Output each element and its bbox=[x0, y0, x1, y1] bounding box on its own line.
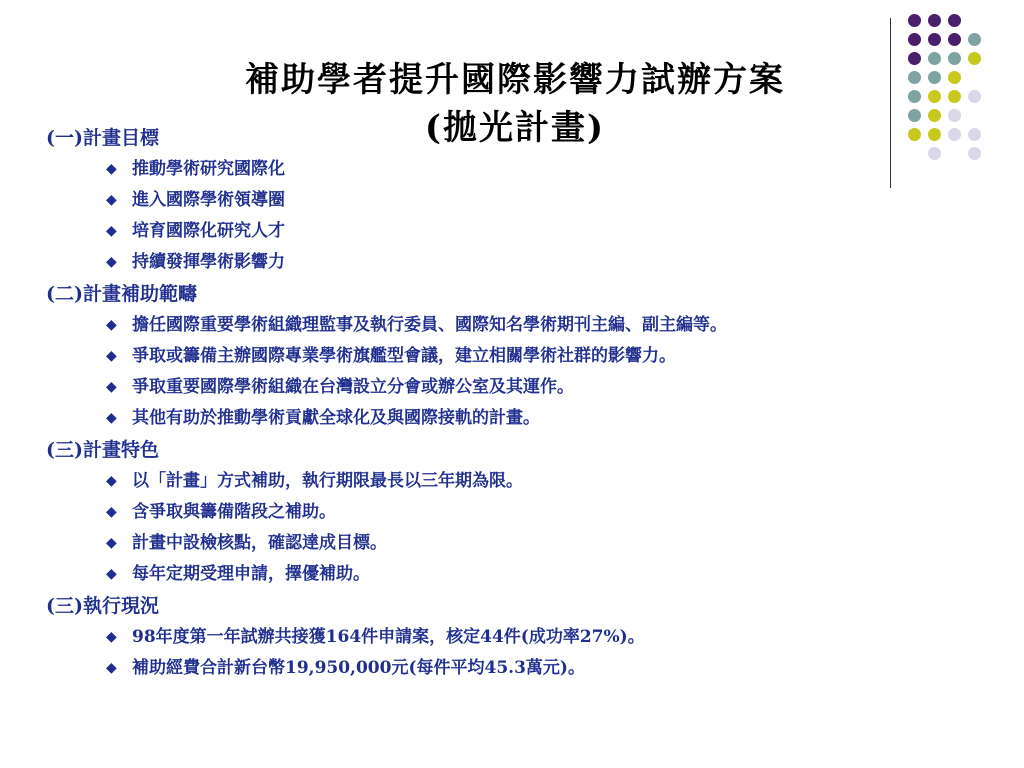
list-item-text: 爭取或籌備主辦國際專業學術旗艦型會議，建立相關學術社群的影響力。 bbox=[132, 346, 676, 366]
list-item-text: 每年定期受理申請，擇優補助。 bbox=[132, 564, 370, 584]
list-item bbox=[46, 154, 996, 185]
list-item-text: 推動學術研究國際化 bbox=[132, 159, 285, 179]
diamond-bullet-icon: ◆ bbox=[106, 192, 117, 208]
decorative-dot bbox=[948, 52, 961, 65]
list-item-text: 其他有助於推動學術貢獻全球化及與國際接軌的計畫。 bbox=[132, 408, 540, 428]
decorative-dot bbox=[968, 90, 981, 103]
slide-body bbox=[46, 122, 996, 684]
decorative-dot bbox=[908, 109, 921, 122]
list-item bbox=[46, 216, 996, 247]
decorative-dot bbox=[948, 33, 961, 46]
list-item-text: 擔任國際重要學術組織理監事及執行委員、國際知名學術期刊主編、副主編等。 bbox=[132, 315, 727, 335]
list-item bbox=[46, 341, 996, 372]
list-item bbox=[46, 528, 996, 559]
list-item bbox=[46, 403, 996, 434]
diamond-bullet-icon: ◆ bbox=[106, 223, 117, 239]
title-line-2: (拋光計畫) bbox=[424, 108, 606, 148]
decorative-dot bbox=[928, 14, 941, 27]
diamond-bullet-icon: ◆ bbox=[106, 535, 117, 551]
decorative-dot bbox=[908, 33, 921, 46]
list-item-text: 含爭取與籌備階段之補助。 bbox=[132, 502, 336, 522]
diamond-bullet-icon: ◆ bbox=[106, 161, 117, 177]
list-item bbox=[46, 466, 996, 497]
list-item-text: 培育國際化研究人才 bbox=[132, 221, 285, 241]
section-heading: (三)計畫特色 bbox=[46, 439, 159, 461]
decorative-dot bbox=[968, 52, 981, 65]
list-item bbox=[46, 653, 996, 684]
diamond-bullet-icon: ◆ bbox=[106, 254, 117, 270]
decorative-dot bbox=[948, 14, 961, 27]
decorative-dot bbox=[908, 90, 921, 103]
list-item-text: 進入國際學術領導圈 bbox=[132, 190, 285, 210]
decorative-dot bbox=[948, 90, 961, 103]
list-item-text: 爭取重要國際學術組織在台灣設立分會或辦公室及其運作。 bbox=[132, 377, 574, 397]
decorative-dot bbox=[948, 71, 961, 84]
list-item bbox=[46, 559, 996, 590]
section-heading: (一)計畫目標 bbox=[46, 127, 159, 149]
diamond-bullet-icon: ◆ bbox=[106, 629, 117, 645]
diamond-bullet-icon: ◆ bbox=[106, 317, 117, 333]
list-item-text: 持續發揮學術影響力 bbox=[132, 252, 285, 272]
title-line-1: 補助學者提升國際影響力試辦方案 bbox=[245, 60, 785, 100]
decorative-dot bbox=[908, 14, 921, 27]
diamond-bullet-icon: ◆ bbox=[106, 473, 117, 489]
list-item-text: 計畫中設檢核點，確認達成目標。 bbox=[132, 533, 387, 553]
list-item bbox=[46, 185, 996, 216]
list-item bbox=[46, 310, 996, 341]
list-item bbox=[46, 622, 996, 653]
section-heading: (三)執行現況 bbox=[46, 595, 159, 617]
diamond-bullet-icon: ◆ bbox=[106, 504, 117, 520]
decorative-dot bbox=[928, 71, 941, 84]
list-item-text: 98年度第一年試辦共接獲164件申請案，核定44件(成功率27%)。 bbox=[132, 627, 645, 647]
decorative-dot bbox=[908, 71, 921, 84]
list-item-text: 以「計畫」方式補助，執行期限最長以三年期為限。 bbox=[132, 471, 523, 491]
diamond-bullet-icon: ◆ bbox=[106, 566, 117, 582]
list-item bbox=[46, 247, 996, 278]
decorative-dot bbox=[908, 52, 921, 65]
section-heading: (二)計畫補助範疇 bbox=[46, 283, 197, 305]
decorative-dot bbox=[968, 33, 981, 46]
decorative-dot bbox=[948, 109, 961, 122]
diamond-bullet-icon: ◆ bbox=[106, 348, 117, 364]
decorative-dot bbox=[928, 52, 941, 65]
decorative-dot bbox=[928, 90, 941, 103]
diamond-bullet-icon: ◆ bbox=[106, 410, 117, 426]
list-item bbox=[46, 372, 996, 403]
diamond-bullet-icon: ◆ bbox=[106, 379, 117, 395]
list-item bbox=[46, 497, 996, 528]
list-item-text: 補助經費合計新台幣19,950,000元(每件平均45.3萬元)。 bbox=[132, 658, 585, 678]
diamond-bullet-icon: ◆ bbox=[106, 660, 117, 676]
decorative-dot bbox=[928, 109, 941, 122]
decorative-dot bbox=[928, 33, 941, 46]
